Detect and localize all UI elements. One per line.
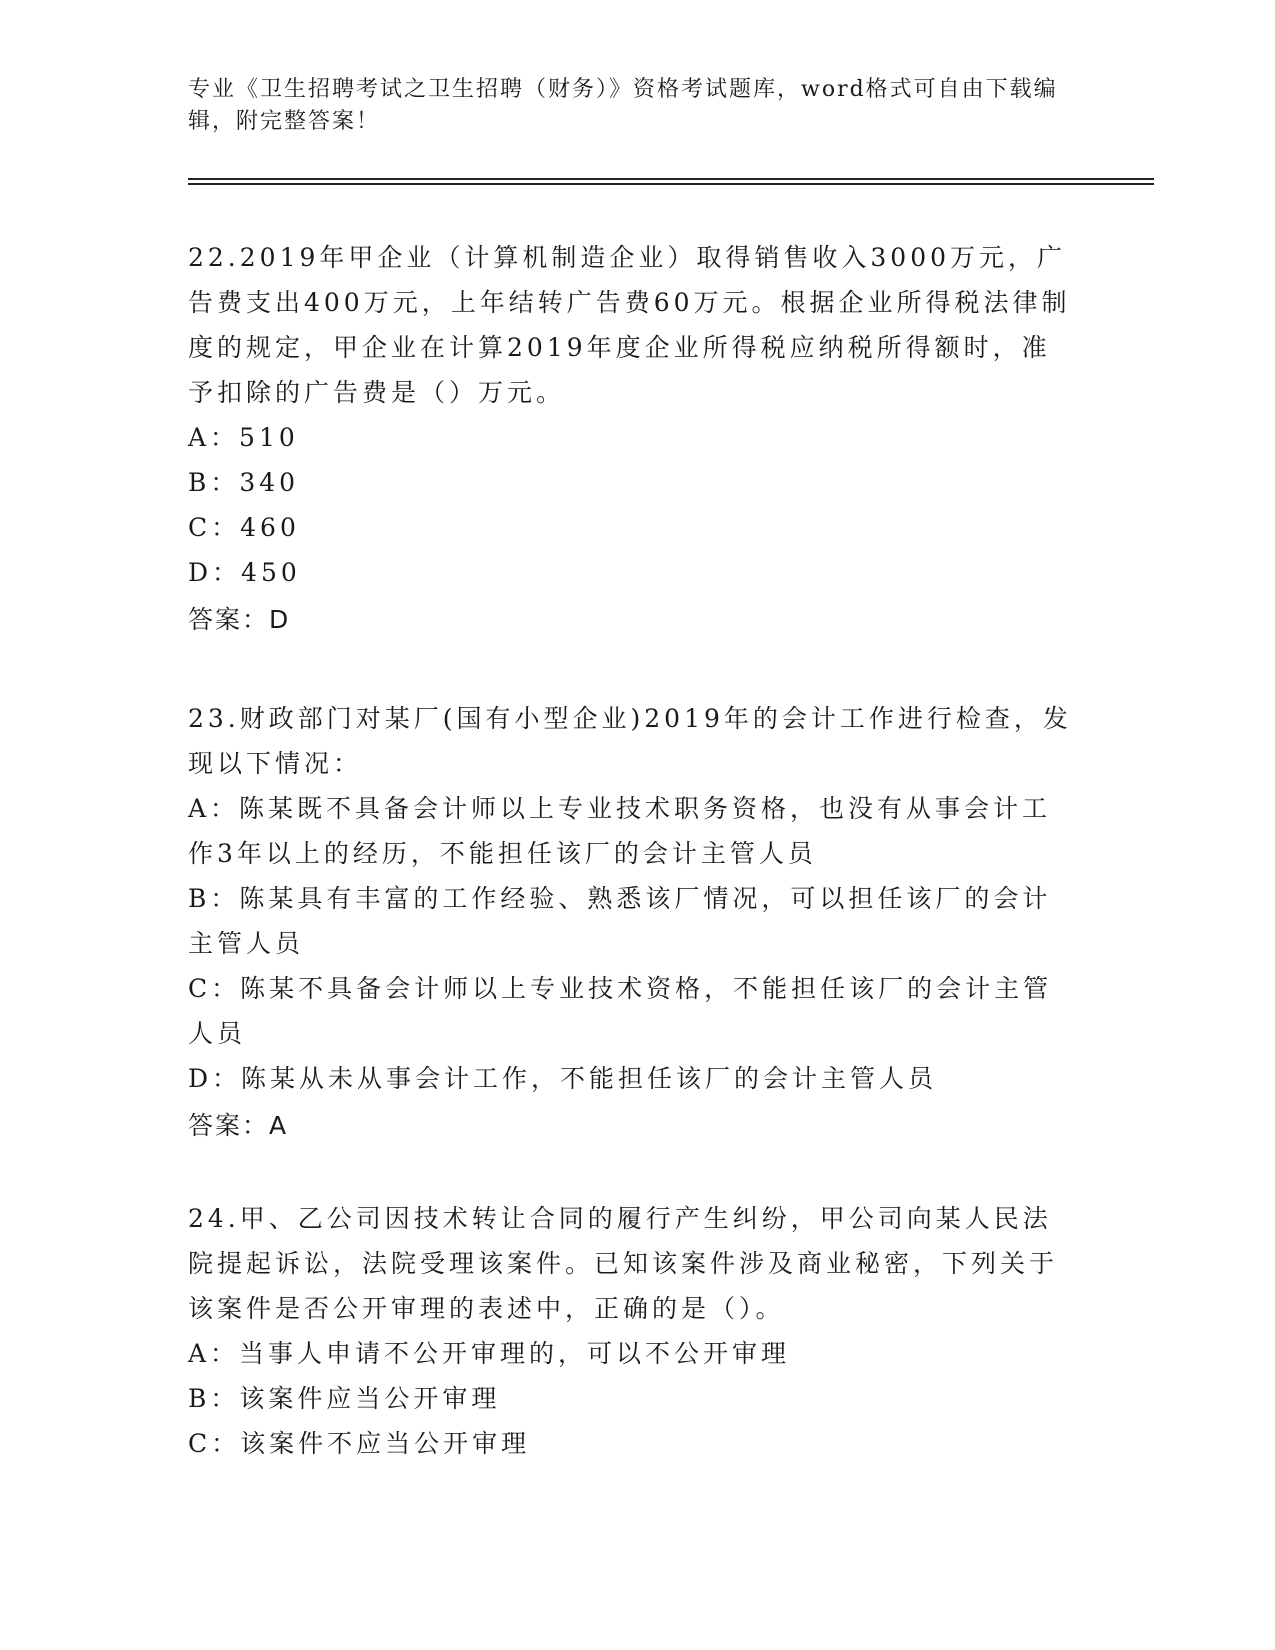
question-24 [188,1196,1078,1466]
option-c: C：陈某不具备会计师以上专业技术资格，不能担任该厂的会计主管人员 [188,974,1053,1048]
answer-line: 答案：A [188,1111,289,1140]
option-b: B：该案件应当公开审理 [188,1384,501,1413]
question-23 [188,696,1078,1148]
header-divider-bottom [188,183,1154,185]
question-stem: 22.2019年甲企业（计算机制造企业）取得销售收入3000万元，广告费支出400万元，上年结转广告费60万元。根据企业所得税法律制度的规定，甲企业在计算2019年度企业所得税应纳税所得额时，准予扣除的广告费是（）万元。 [188,243,1071,407]
question-stem: 23.财政部门对某厂(国有小型企业)2019年的会计工作进行检查，发现以下情况： [188,704,1072,778]
option-a: A：当事人申请不公开审理的，可以不公开审理 [188,1339,791,1368]
document-header: 专业《卫生招聘考试之卫生招聘（财务）》资格考试题库，word格式可自由下载编辑，附完整答案！ [188,77,1058,134]
option-a: A：陈某既不具备会计师以上专业技术职务资格，也没有从事会计工作3年以上的经历，不能担任该厂的会计主管人员 [188,794,1052,868]
option-b: B：340 [188,468,300,497]
option-d: D：450 [188,558,301,587]
question-22 [188,235,1078,642]
option-d: D：陈某从未从事会计工作，不能担任该厂的会计主管人员 [188,1064,938,1093]
option-a: A：510 [188,423,299,452]
answer-line: 答案：D [188,605,291,634]
question-stem: 24.甲、乙公司因技术转让合同的履行产生纠纷，甲公司向某人民法院提起诉讼，法院受理该案件。已知该案件涉及商业秘密，下列关于该案件是否公开审理的表述中，正确的是（）。 [188,1204,1059,1323]
option-b: B：陈某具有丰富的工作经验、熟悉该厂情况，可以担任该厂的会计主管人员 [188,884,1052,958]
header-divider-top [188,178,1154,180]
option-c: C：460 [188,513,300,542]
option-c: C：该案件不应当公开审理 [188,1429,531,1458]
